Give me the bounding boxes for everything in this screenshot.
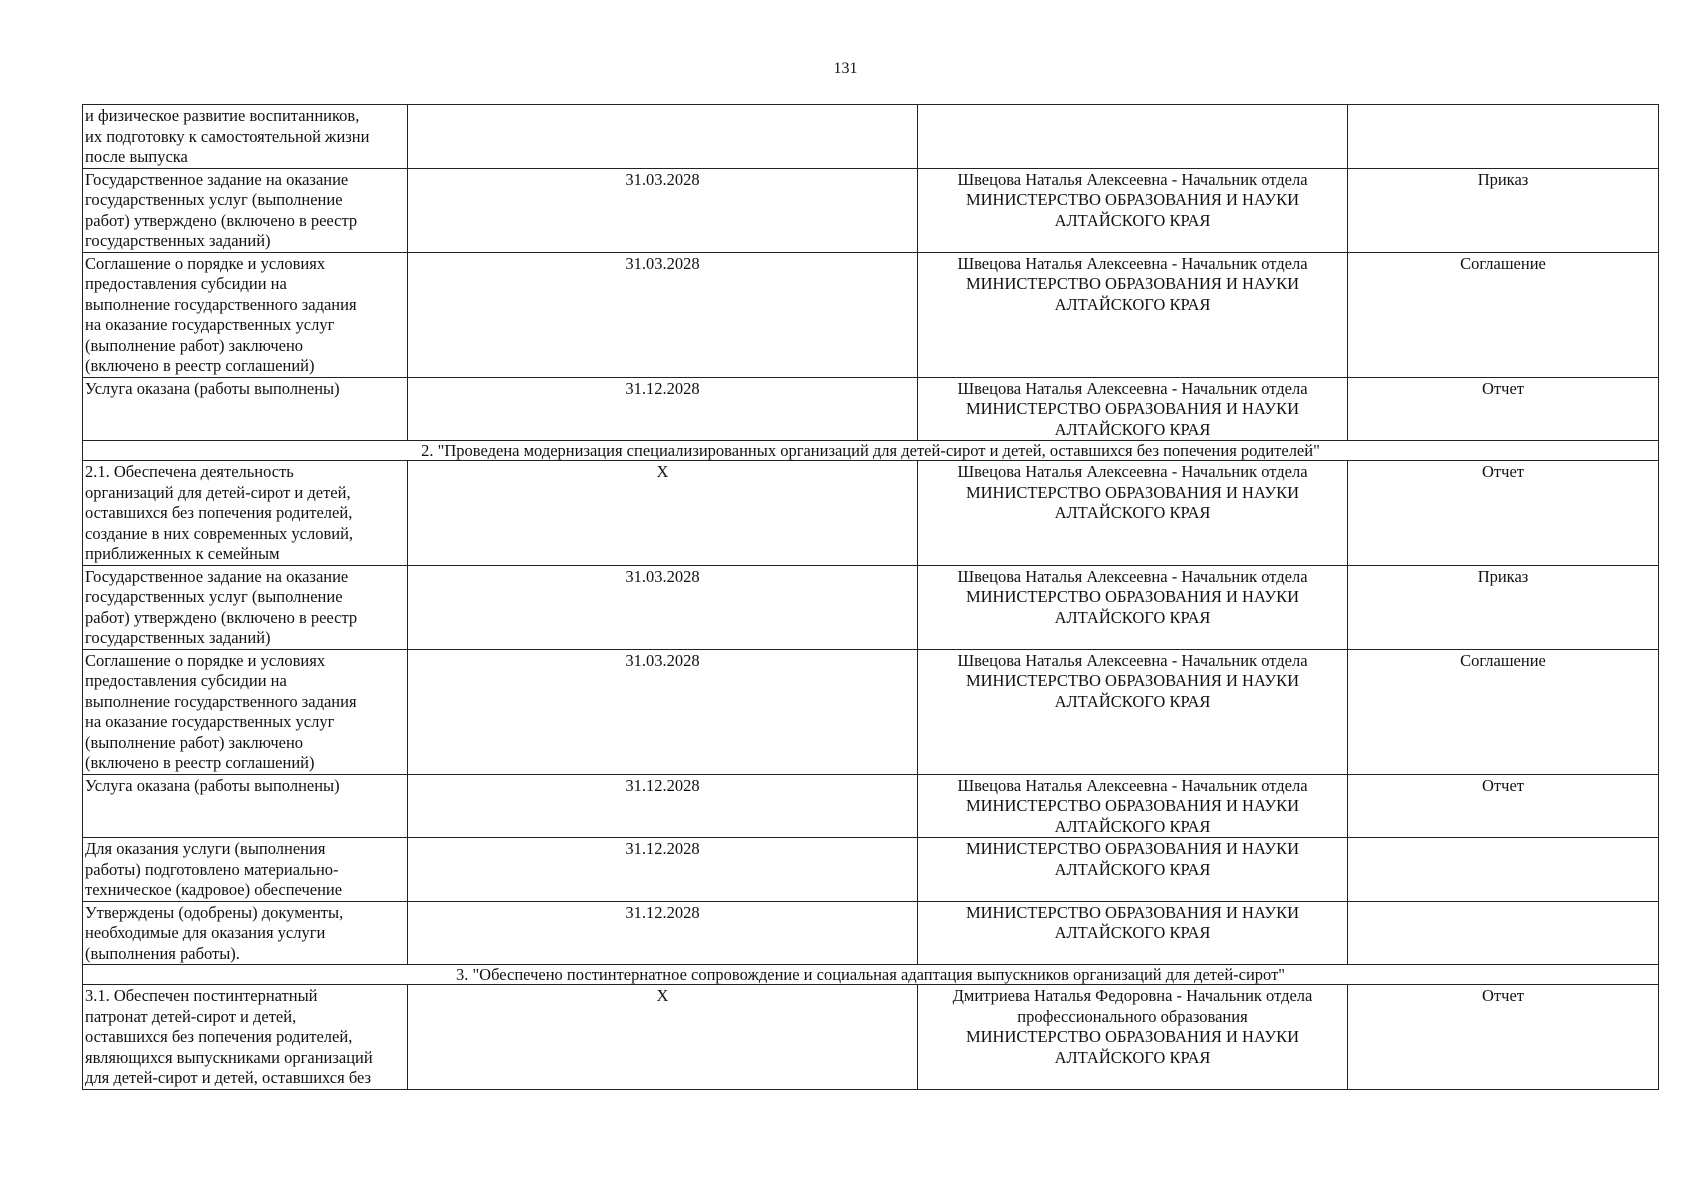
date-cell	[408, 105, 918, 169]
table-row	[83, 649, 1659, 774]
document-cell: Отчет	[1348, 985, 1659, 1090]
document-cell	[1348, 901, 1659, 965]
table-row	[83, 461, 1659, 566]
responsible-cell	[918, 105, 1348, 169]
date-cell: 31.03.2028	[408, 565, 918, 649]
document-cell: Отчет	[1348, 377, 1659, 441]
date-cell: 31.12.2028	[408, 838, 918, 902]
event-cell: и физическое развитие воспитанников, их подготовку к самостоятельной жизни после выпуска	[83, 105, 408, 169]
responsible-cell: Швецова Наталья Алексеевна - Начальник отдела МИНИСТЕРСТВО ОБРАЗОВАНИЯ И НАУКИ АЛТАЙСКОГО КРАЯ	[918, 461, 1348, 566]
responsible-cell: Швецова Наталья Алексеевна - Начальник отдела МИНИСТЕРСТВО ОБРАЗОВАНИЯ И НАУКИ АЛТАЙСКОГО КРАЯ	[918, 565, 1348, 649]
date-cell: 31.03.2028	[408, 252, 918, 377]
event-cell: Соглашение о порядке и условиях предоставления субсидии на выполнение государственного задания на оказание государственных услуг (выполнение работ) заключено (включено в реестр соглашений)	[83, 252, 408, 377]
event-cell: 3.1. Обеспечен постинтернатный патронат детей-сирот и детей, оставшихся без попечения родителей, являющихся выпускниками организаций для детей-сирот и детей, оставшихся без	[83, 985, 408, 1090]
event-cell: Услуга оказана (работы выполнены)	[83, 377, 408, 441]
responsible-cell: Швецова Наталья Алексеевна - Начальник отдела МИНИСТЕРСТВО ОБРАЗОВАНИЯ И НАУКИ АЛТАЙСКОГО КРАЯ	[918, 168, 1348, 252]
section-title: 2. "Проведена модернизация специализированных организаций для детей-сирот и детей, оставшихся без попечения родителей"	[83, 441, 1659, 461]
event-cell: Государственное задание на оказание государственных услуг (выполнение работ) утверждено (включено в реестр государственных заданий)	[83, 168, 408, 252]
event-cell: Соглашение о порядке и условиях предоставления субсидии на выполнение государственного задания на оказание государственных услуг (выполнение работ) заключено (включено в реестр соглашений)	[83, 649, 408, 774]
table-row	[83, 838, 1659, 902]
document-cell: Соглашение	[1348, 252, 1659, 377]
table-row	[83, 901, 1659, 965]
date-cell: 31.03.2028	[408, 168, 918, 252]
table-row	[83, 565, 1659, 649]
event-cell: Для оказания услуги (выполнения работы) подготовлено материально- техническое (кадровое) обеспечение	[83, 838, 408, 902]
table-row	[83, 985, 1659, 1090]
section-row	[83, 441, 1659, 461]
responsible-cell: Швецова Наталья Алексеевна - Начальник отдела МИНИСТЕРСТВО ОБРАЗОВАНИЯ И НАУКИ АЛТАЙСКОГО КРАЯ	[918, 649, 1348, 774]
document-cell: Отчет	[1348, 774, 1659, 838]
section-title: 3. "Обеспечено постинтернатное сопровождение и социальная адаптация выпускников организаций для детей-сирот"	[83, 965, 1659, 985]
responsible-cell: МИНИСТЕРСТВО ОБРАЗОВАНИЯ И НАУКИ АЛТАЙСКОГО КРАЯ	[918, 901, 1348, 965]
document-cell: Приказ	[1348, 565, 1659, 649]
table-row	[83, 105, 1659, 169]
date-cell: X	[408, 985, 918, 1090]
plan-table	[82, 104, 1659, 1090]
table-row	[83, 377, 1659, 441]
date-cell: 31.12.2028	[408, 774, 918, 838]
date-cell: X	[408, 461, 918, 566]
responsible-cell: Швецова Наталья Алексеевна - Начальник отдела МИНИСТЕРСТВО ОБРАЗОВАНИЯ И НАУКИ АЛТАЙСКОГО КРАЯ	[918, 774, 1348, 838]
page-number: 131	[833, 60, 858, 77]
responsible-cell: Дмитриева Наталья Федоровна - Начальник отдела профессионального образования МИНИСТЕРСТВО ОБРАЗОВАНИЯ И НАУКИ АЛТАЙСКОГО КРАЯ	[918, 985, 1348, 1090]
table-row	[83, 168, 1659, 252]
date-cell: 31.12.2028	[408, 377, 918, 441]
event-cell: Услуга оказана (работы выполнены)	[83, 774, 408, 838]
event-cell: Утверждены (одобрены) документы, необходимые для оказания услуги (выполнения работы).	[83, 901, 408, 965]
section-row	[83, 965, 1659, 985]
responsible-cell: Швецова Наталья Алексеевна - Начальник отдела МИНИСТЕРСТВО ОБРАЗОВАНИЯ И НАУКИ АЛТАЙСКОГО КРАЯ	[918, 252, 1348, 377]
responsible-cell: Швецова Наталья Алексеевна - Начальник отдела МИНИСТЕРСТВО ОБРАЗОВАНИЯ И НАУКИ АЛТАЙСКОГО КРАЯ	[918, 377, 1348, 441]
table-row	[83, 774, 1659, 838]
document-cell: Соглашение	[1348, 649, 1659, 774]
document-cell: Приказ	[1348, 168, 1659, 252]
table-row	[83, 252, 1659, 377]
document-cell: Отчет	[1348, 461, 1659, 566]
responsible-cell: МИНИСТЕРСТВО ОБРАЗОВАНИЯ И НАУКИ АЛТАЙСКОГО КРАЯ	[918, 838, 1348, 902]
table-body	[83, 105, 1659, 1090]
document-cell	[1348, 105, 1659, 169]
date-cell: 31.03.2028	[408, 649, 918, 774]
document-cell	[1348, 838, 1659, 902]
date-cell: 31.12.2028	[408, 901, 918, 965]
event-cell: 2.1. Обеспечена деятельность организаций для детей-сирот и детей, оставшихся без попечения родителей, создание в них современных условий, приближенных к семейным	[83, 461, 408, 566]
event-cell: Государственное задание на оказание государственных услуг (выполнение работ) утверждено (включено в реестр государственных заданий)	[83, 565, 408, 649]
